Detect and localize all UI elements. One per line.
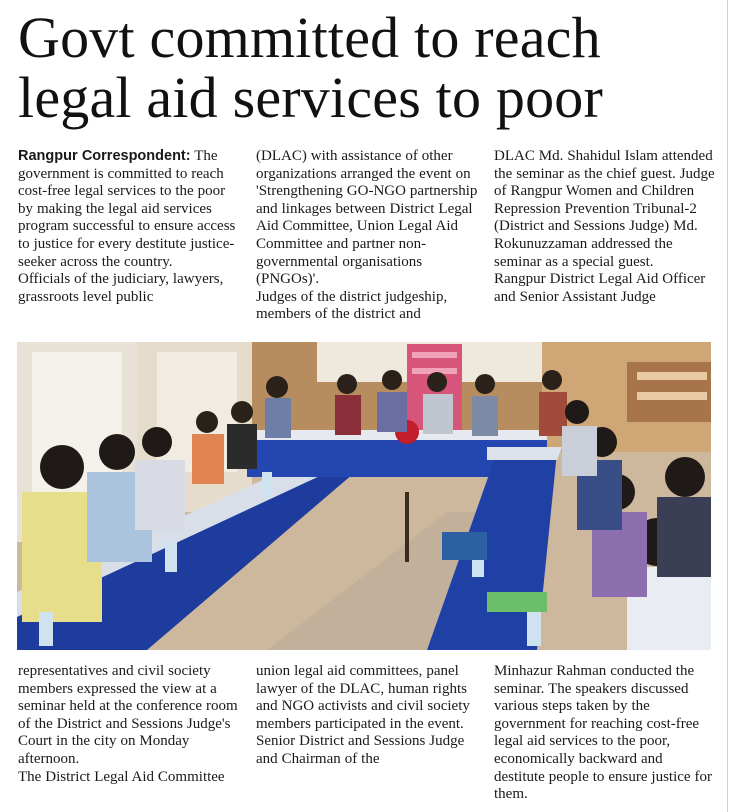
paragraph: union legal aid committees, panel lawyer of the DLAC, human rights and NGO activists and civil society members participated in the event. bbox=[256, 663, 470, 732]
top-column-1 bbox=[18, 148, 240, 306]
column-rule bbox=[727, 0, 728, 812]
top-column-2 bbox=[256, 148, 478, 324]
top-column-3 bbox=[494, 148, 716, 306]
paragraph: DLAC Md. Shahidul Islam attended the seminar as the chief guest. Judge of Rangpur Women and Children Repression Prevention Tribunal-2 (District and Sessions Judge) Md. Rokunuzzaman addressed the seminar as a special guest. bbox=[494, 148, 715, 270]
paragraph: Minhazur Rahman conducted the seminar. The speakers discussed various steps taken by the government for reaching cost-free legal aid services to the poor, economically backward and destitute people to ensure justice for them. bbox=[494, 663, 713, 803]
bottom-column-1 bbox=[18, 663, 240, 786]
headline bbox=[18, 5, 718, 130]
bottom-column-2 bbox=[256, 663, 478, 769]
lead-paragraph bbox=[18, 148, 240, 271]
lead-text: The government is committed to reach cost-free legal services to the poor by making the legal aid services program successful to ensure access to justice for every destitute justice-seeker across the country. bbox=[18, 148, 236, 270]
paragraph: Judges of the district judgeship, members of the district and bbox=[256, 288, 448, 323]
paragraph: representatives and civil society members expressed the view at a seminar held at the conference room of the District and Sessions Judge's Court in the city on Monday afternoon. bbox=[18, 663, 238, 767]
paragraph: The District Legal Aid Committee bbox=[18, 768, 225, 785]
headline-line-1: Govt committed to reach bbox=[18, 5, 601, 70]
byline: Rangpur Correspondent: bbox=[18, 148, 191, 164]
paragraph: Rangpur District Legal Aid Officer and Senior Assistant Judge bbox=[494, 271, 706, 305]
seminar-photo bbox=[17, 342, 711, 650]
paragraph: Senior District and Sessions Judge and Chairman of the bbox=[256, 733, 465, 767]
paragraph: (DLAC) with assistance of other organizations arranged the event on 'Strengthening GO-NGO partnership and linkages between District Legal Aid Committee, Union Legal Aid Committee and partner non-governmental organisations (PNGOs)'. bbox=[256, 148, 478, 288]
paragraph: Officials of the judiciary, lawyers, grassroots level public bbox=[18, 271, 224, 305]
bottom-column-3 bbox=[494, 663, 716, 804]
headline-line-2: legal aid services to poor bbox=[18, 65, 604, 130]
